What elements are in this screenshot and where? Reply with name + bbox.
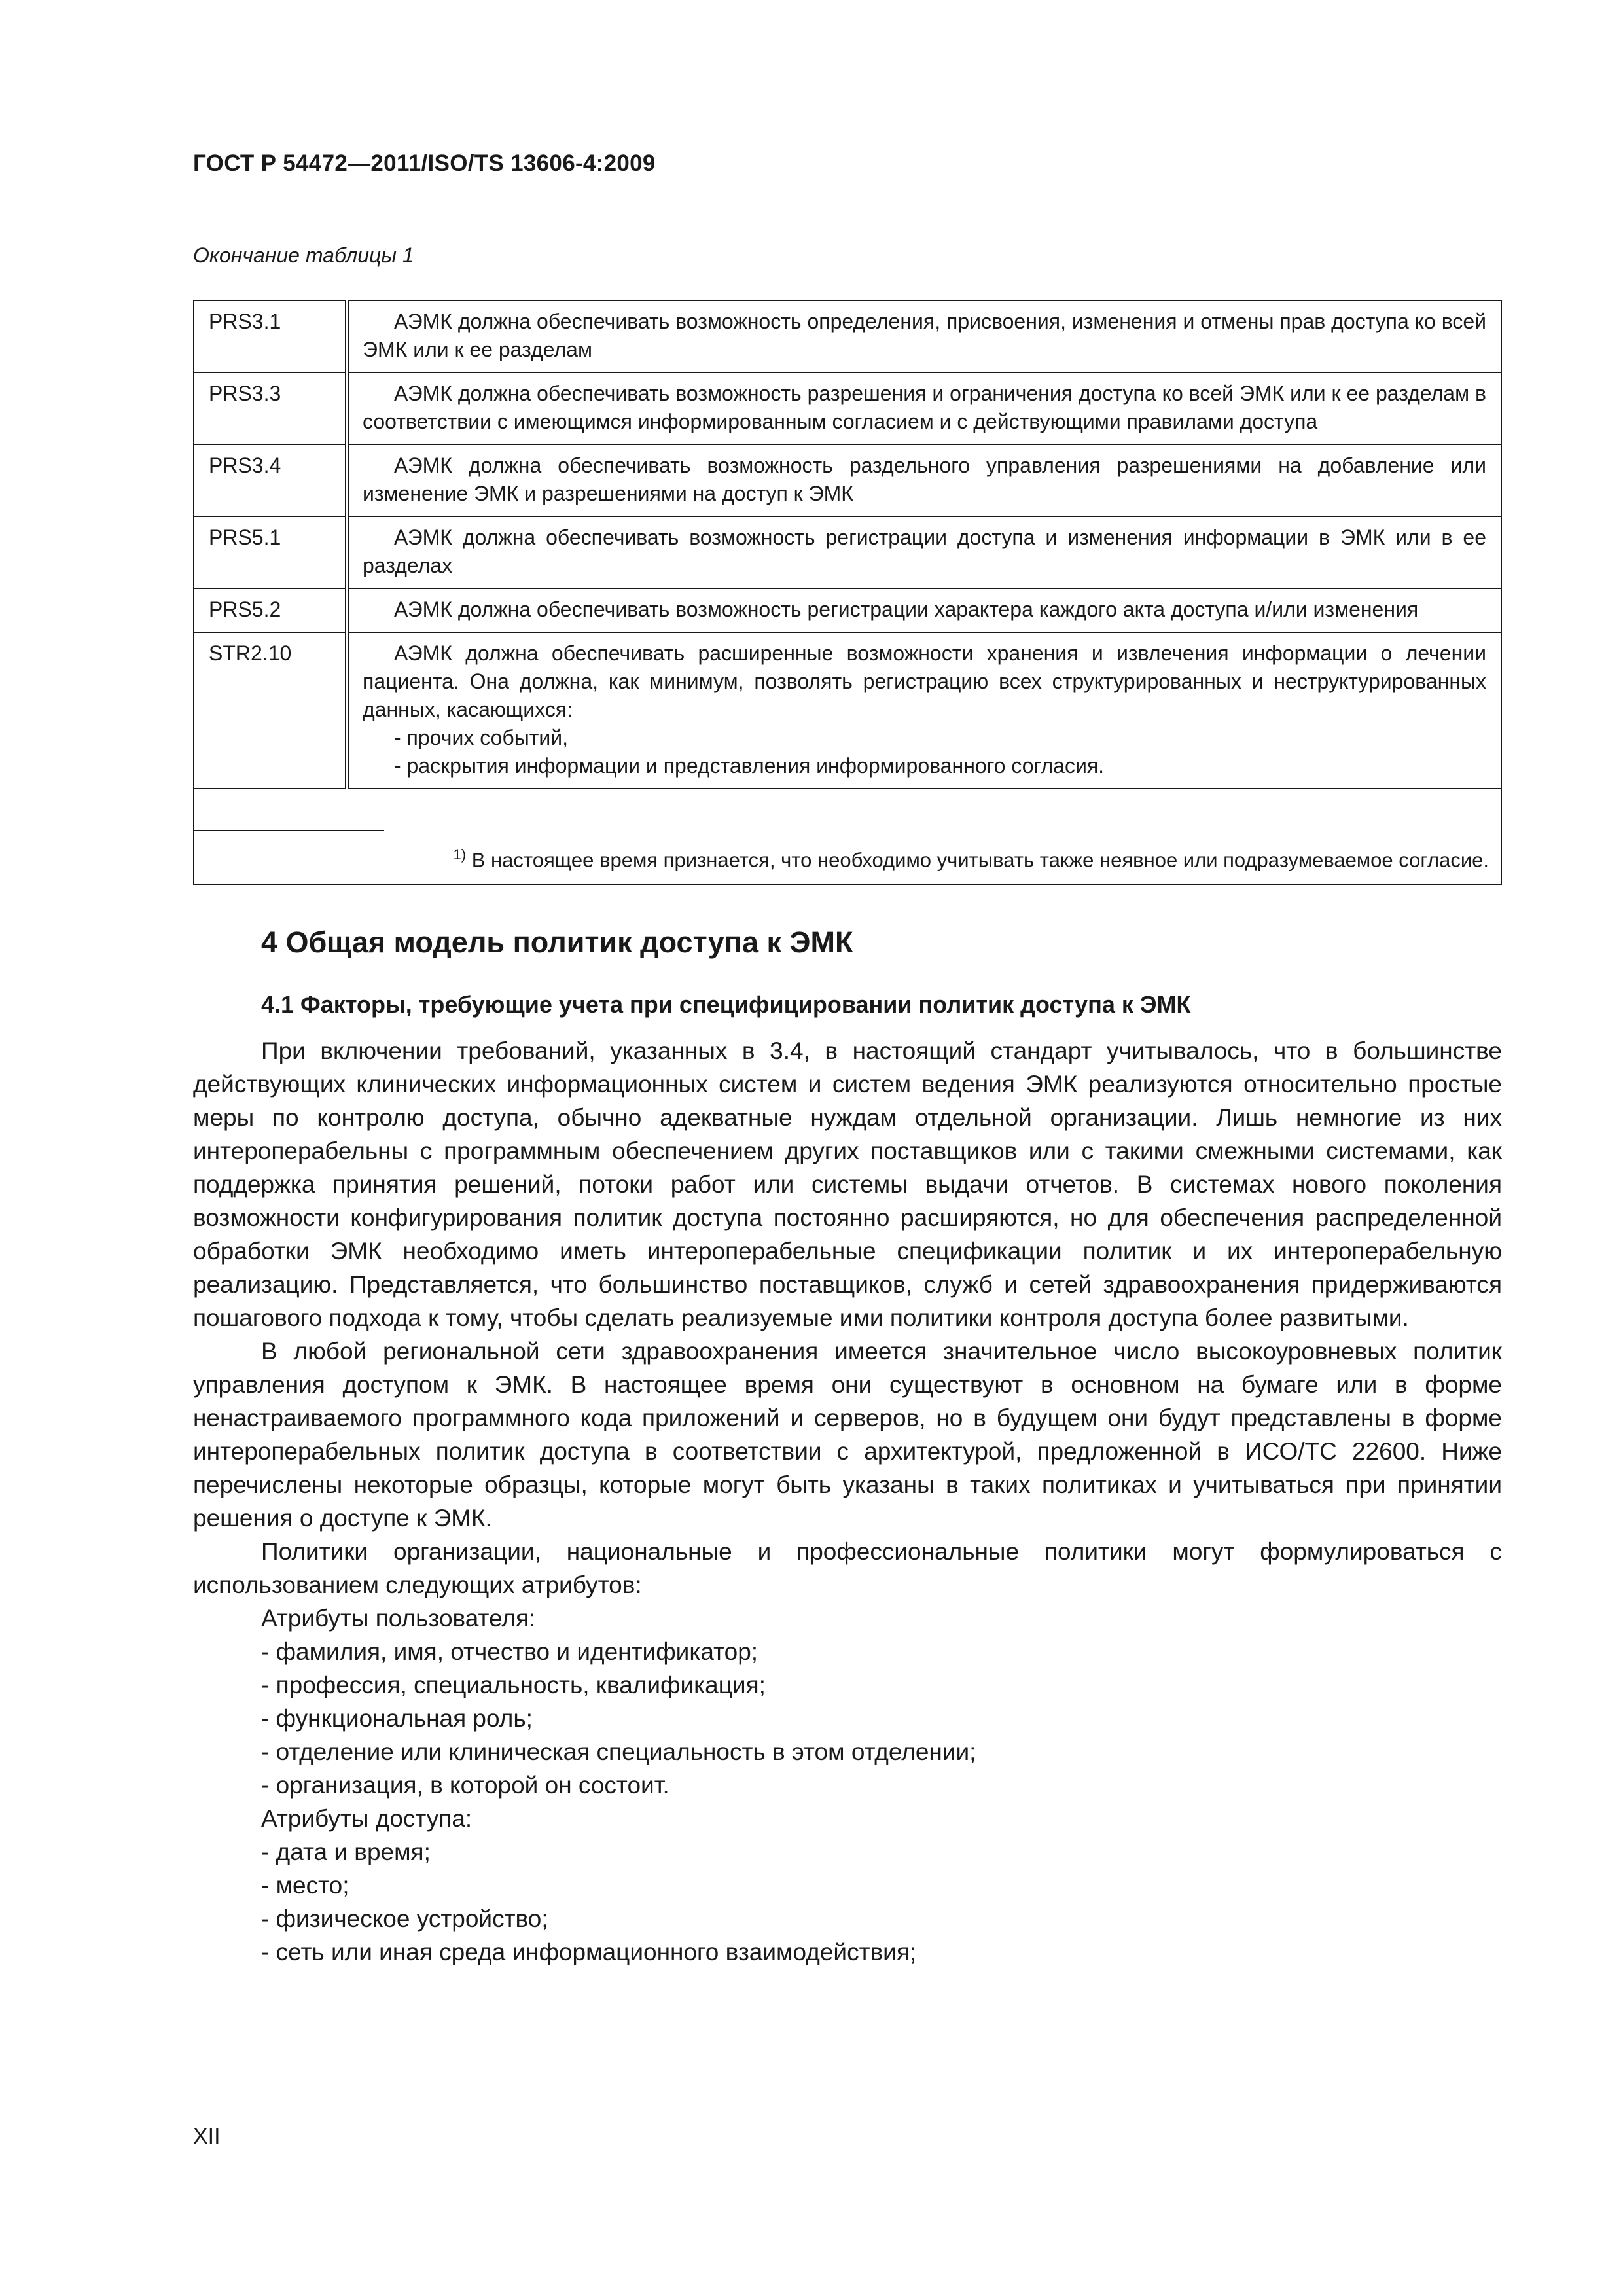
list-item: - раскрытия информации и представления информированного согласия.	[394, 754, 1105, 778]
paragraph: При включении требований, указанных в 3.4, в настоящий стандарт учитывалось, что в большинстве действующих клинических информационных систем и систем ведения ЭМК реализуются относительно простые меры по контролю доступа, обычно адекватные нуждам отдельной организации. Лишь немногие из них интероперабельны с программным обеспечением других поставщиков или с такими смежными системами, как поддержка принятия решений, потоки работ или системы выдачи отчетов. В системах нового поколения возможности конфигурирования политик доступа постоянно расширяются, но для обеспечения распределенной обработки ЭМК необходимо иметь интероперабельные спецификации политик и их интероперабельную реализацию. Представляется, что большинство поставщиков, служб и сетей здравоохранения придерживаются пошагового подхода к тому, чтобы сделать реализуемые ими политики контроля доступа более развитыми.	[193, 1037, 1502, 1331]
paragraph: В любой региональной сети здравоохранения имеется значительное число высокоуровневых политик управления доступом к ЭМК. В настоящее время они существуют в основном на бумаге или в форме ненастраиваемого программного кода приложений и серверов, но в будущем они будут представлены в форме интероперабельных политик доступа в соответствии с архитектурой, предложенной в ИСО/ТС 22600. Ниже перечислены некоторые образцы, которые могут быть указаны в таких политиках и учитываться при принятии решения о доступе к ЭМК.	[193, 1338, 1502, 1532]
requirement-text: АЭМК должна обеспечивать возможность разрешения и ограничения доступа ко всей ЭМК или к ее разделам в соответствии с имеющимся информированным согласием и с действующими правилами доступа	[348, 372, 1502, 444]
requirement-code: PRS3.1	[194, 300, 348, 372]
table-row	[194, 444, 1501, 516]
footnote-cell	[194, 789, 1501, 884]
list-item: - место;	[261, 1872, 349, 1899]
footnote-text: В настоящее время признается, что необходимо учитывать также неявное или подразумеваемое согласие.	[471, 848, 1489, 872]
page-number: XII	[193, 2124, 221, 2149]
requirement-code: PRS5.2	[194, 588, 348, 632]
requirement-code: PRS5.1	[194, 516, 348, 588]
footnote	[194, 840, 1489, 874]
footnote-mark: 1)	[453, 846, 467, 863]
table-caption: Окончание таблицы 1	[193, 243, 414, 267]
requirement-text: АЭМК должна обеспечивать возможность раздельного управления разрешениями на добавление или изменение ЭМК и разрешениями на доступ к ЭМК	[348, 444, 1502, 516]
footnote-row	[194, 789, 1501, 884]
table-row	[194, 632, 1501, 789]
requirement-code: STR2.10	[194, 632, 348, 789]
list-heading: Атрибуты доступа:	[261, 1805, 473, 1832]
table-row	[194, 300, 1501, 372]
list-item: - фамилия, имя, отчество и идентификатор;	[261, 1638, 758, 1665]
requirement-text: АЭМК должна обеспечивать возможность регистрации характера каждого акта доступа и/или изменения	[348, 588, 1502, 632]
table-row	[194, 372, 1501, 444]
subsection-heading: 4.1 Факторы, требующие учета при специфицировании политик доступа к ЭМК	[261, 991, 1191, 1018]
standard-header: ГОСТ Р 54472—2011/ISO/TS 13606-4:2009	[193, 151, 656, 176]
list-item: - прочих событий,	[394, 726, 568, 749]
requirement-text: АЭМК должна обеспечивать возможность определения, присвоения, изменения и отмены прав доступа ко всей ЭМК или к ее разделам	[348, 300, 1502, 372]
requirement-code: PRS3.4	[194, 444, 348, 516]
section-body	[193, 1034, 1502, 1969]
list-item: - дата и время;	[261, 1839, 431, 1865]
requirements-table	[193, 300, 1502, 885]
list-item: - отделение или клиническая специальность в этом отделении;	[261, 1738, 976, 1765]
list-heading: Атрибуты пользователя:	[261, 1605, 536, 1632]
list-item: - профессия, специальность, квалификация;	[261, 1672, 766, 1698]
requirement-text: АЭМК должна обеспечивать возможность регистрации доступа и изменения информации в ЭМК или в ее разделах	[348, 516, 1502, 588]
requirement-code: PRS3.3	[194, 372, 348, 444]
table-row	[194, 516, 1501, 588]
list-item: - физическое устройство;	[261, 1905, 548, 1932]
paragraph: Политики организации, национальные и профессиональные политики могут формулироваться с использованием следующих атрибутов:	[193, 1538, 1502, 1598]
requirement-text: АЭМК должна обеспечивать расширенные возможности хранения и извлечения информации о лечении пациента. Она должна, как минимум, позволять регистрацию всех структурированных и неструктурированных данных, касающихся: - прочих событий, - раскрытия информации и представления информированного согласия.	[348, 632, 1502, 789]
list-item: - функциональная роль;	[261, 1705, 533, 1732]
list-item: - организация, в которой он состоит.	[261, 1772, 669, 1799]
footnote-divider	[194, 830, 384, 831]
section-heading: 4 Общая модель политик доступа к ЭМК	[261, 925, 853, 959]
table-row	[194, 588, 1501, 632]
document-page	[193, 151, 1502, 1969]
list-item: - сеть или иная среда информационного взаимодействия;	[261, 1939, 917, 1965]
